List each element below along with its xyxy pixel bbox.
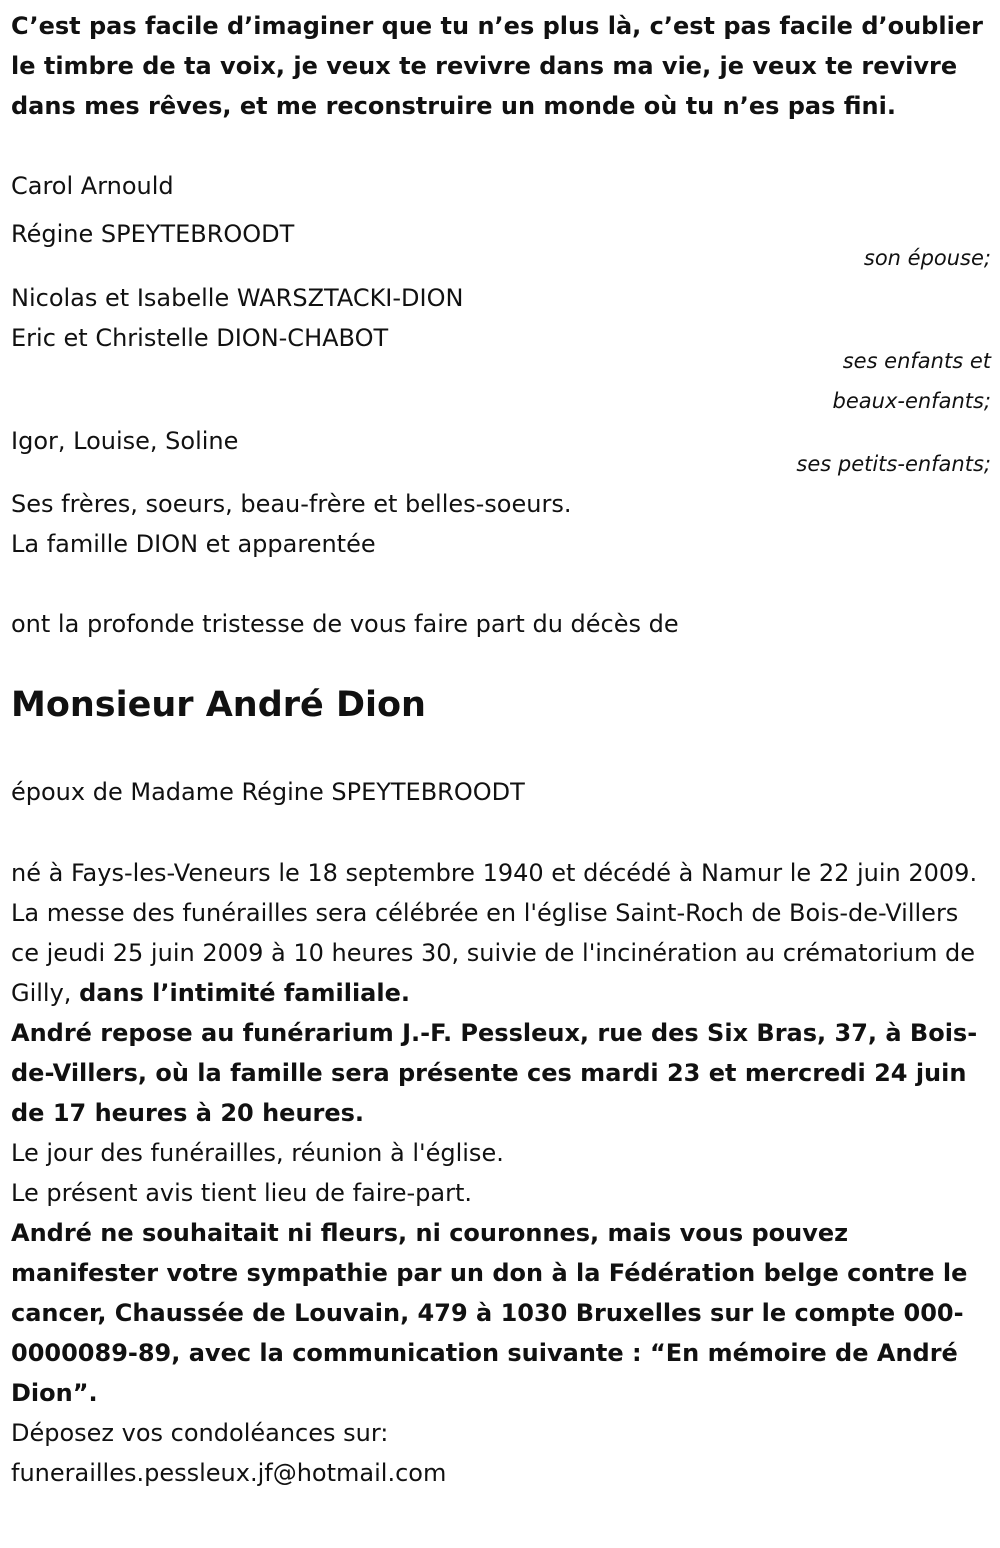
- details-block: [11, 853, 991, 1493]
- announcement-line: ont la profonde tristesse de vous faire part du décès de: [11, 610, 679, 638]
- meeting-text: Le jour des funérailles, réunion à l'église.: [11, 1139, 504, 1167]
- extended-family-line: La famille DION et apparentée: [11, 530, 376, 558]
- grandchildren-line: Igor, Louise, Soline: [11, 427, 239, 455]
- children-role-2: beaux-enfants;: [832, 389, 991, 413]
- family-member-regine: Régine SPEYTEBROODT: [11, 220, 295, 248]
- children-line-1: Nicolas et Isabelle WARSZTACKI-DION: [11, 284, 464, 312]
- notice-text: Le présent avis tient lieu de faire-part.: [11, 1179, 473, 1207]
- siblings-line: Ses frères, soeurs, beau-frère et belles-soeurs.: [11, 490, 572, 518]
- flowers-text: André ne souhaitait ni fleurs, ni couronnes, mais vous pouvez manifester votre sympathie par un don à la Fédération belge contre le cancer, Chaussée de Louvain, 479 à 1030 Bruxelles sur le compte 000-0000089-89, avec la communication suivante : “En mémoire de André Dion”.: [11, 1219, 968, 1407]
- condolences-label: Déposez vos condoléances sur:: [11, 1419, 389, 1447]
- poem-text: C’est pas facile d’imaginer que tu n’es plus là, c’est pas facile d’oublier le timbre de ta voix, je veux te revivre dans ma vie, je veux te revivre dans mes rêves, et me reconstruire un monde où tu n’es pas fini.: [11, 12, 983, 120]
- children-line-2: Eric et Christelle DION-CHABOT: [11, 324, 389, 352]
- funeral-notice: [11, 0, 991, 1548]
- children-role-1: ses enfants et: [842, 349, 991, 373]
- mass-bold-text: dans l’intimité familiale.: [79, 979, 410, 1007]
- family-member-carol: Carol Arnould: [11, 172, 174, 200]
- mass-text: La messe des funérailles sera célébrée en l'église Saint-Roch de Bois-de-Villers ce jeudi 25 juin 2009 à 10 heures 30, suivie de l'incinération au crématorium de Gilly,: [11, 899, 975, 1007]
- condolences-email: funerailles.pessleux.jf@hotmail.com: [11, 1459, 447, 1487]
- deceased-name: Monsieur André Dion: [11, 685, 426, 725]
- spouse-role: son épouse;: [863, 246, 991, 270]
- grandchildren-role: ses petits-enfants;: [796, 452, 991, 476]
- spouse-of-line: époux de Madame Régine SPEYTEBROODT: [11, 778, 525, 806]
- mass-paragraph: [11, 893, 991, 1013]
- birth-death-text: né à Fays-les-Veneurs le 18 septembre 1940 et décédé à Namur le 22 juin 2009.: [11, 859, 978, 887]
- rest-text: André repose au funérarium J.-F. Pessleux, rue des Six Bras, 37, à Bois-de-Villers, où la famille sera présente ces mardi 23 et mercredi 24 juin de 17 heures à 20 heures.: [11, 1019, 978, 1127]
